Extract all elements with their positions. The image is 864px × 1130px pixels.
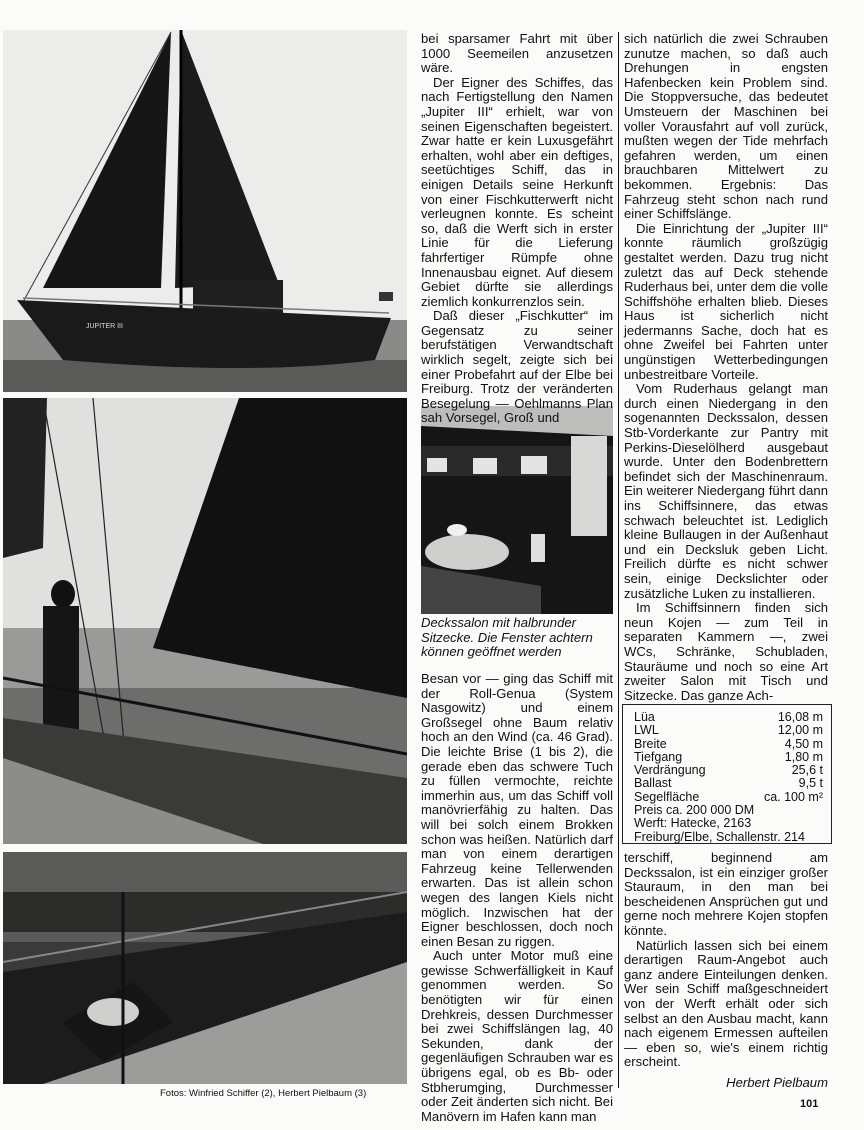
spec-value: 25,6 t: [791, 763, 823, 778]
paragraph: Besan vor — ging das Schiff mit der Roll-Genua (System Nasgowitz) und einem Großsegel ohne Baum relativ hoch an den Wind (ca. 46 Grad). Die leichte Brise (1 bis 2), die gerade eben das schwere Tuch zu füllen vermochte, reichte immerhin aus, um das Schiff voll manövrierfähig zu halten. Das will bei solch einem Brokken schon was heißen. Natürlich darf man von einem derartigen Fahrzeug keine Tellerwenden erwarten. Das ist allein schon wegen des langen Kiels nicht möglich. Inzwischen hat der Eigner beschlossen, doch noch einen Besan zu riggen.: [421, 671, 613, 949]
spec-price: Preis ca. 200 000 DM: [634, 803, 755, 818]
spec-label: Segelfläche: [634, 789, 700, 804]
sailboat-illustration: [3, 30, 407, 392]
spec-label: Breite: [634, 736, 667, 751]
paragraph: terschiff, beginnend am Deckssalon, ist ein einziger großer Stauraum, in den man bei bescheidenen Ansprüchen gut und gerne noch mehrere Kojen stopfen könnte.: [624, 850, 828, 938]
spec-value: 1,80 m: [784, 749, 823, 764]
salon-illustration: [421, 406, 613, 614]
spec-label: Verdrängung: [634, 763, 706, 778]
author-signature: Herbert Pielbaum: [726, 1075, 828, 1090]
spec-value: 12,00 m: [777, 723, 823, 738]
paragraph: Natürlich lassen sich bei einem derartigen Raum-Angebot auch ganz andere Einteilungen denken. Wer sein Schiff maßgeschneidert von der Werft erhält oder sich selbst an den Ausbau macht, kann nach eigenem Ermessen aufteilen — eben so, wie's einem richtig erscheint.: [624, 937, 828, 1070]
paragraph: Im Schiffsinnern finden sich neun Kojen — zum Teil in separaten Kammern —, zwei WCs, Schränke, Schubladen, Stauräume und noch so eine Art zweiter Salon mit Tisch und Sitzecke. Das ganze Ach-: [624, 600, 828, 703]
spec-label: Lüa: [634, 710, 655, 724]
spec-label: Tiefgang: [634, 749, 683, 764]
spec-value: 9,5 t: [798, 776, 823, 791]
spec-row: [634, 751, 823, 764]
spec-row: [634, 724, 823, 737]
paragraph: Auch unter Motor muß eine gewisse Schwerfälligkeit in Kauf genommen werden. So benötigten wir für einen Drehkreis, dessen Durchmesser bei zwei Schiffslängen lag, 40 Sekunden, dank der gegenläufigen Schrauben war es übrigens egal, ob es Bb- oder Stbherumging, Durchmesser oder Zeit änderten sich nicht. Bei Manövern im Hafen kann man: [421, 948, 613, 1124]
paragraph: Die Einrichtung der „Jupiter III“ konnte räumlich großzügig gestaltet werden. Dazu trug nicht zuletzt das auf Deck stehende Ruderhaus bei, unter dem die volle Schiffshöhe erhalten blieb. Dieses Haus ist sicherlich nicht jedermanns Sache, doch hat es ohne Zweifel bei Fahrten unter ungünstigen Wetterbedingungen unbestreitbare Vorteile.: [624, 220, 828, 382]
photo-deck-winch: [3, 852, 407, 1084]
spec-row: [634, 777, 823, 790]
spec-row: [634, 764, 823, 777]
paragraph: Der Eigner des Schiffes, das nach Fertigstellung den Namen „Jupiter III“ erhielt, war von seinen Eigenschaften begeistert. Zwar hatte er kein Luxusgefährt erhalten, wohl aber ein deftiges, seetüchtiges Schiff, das in einigen Details seine Herkunft von einer Fischkutterwerft nicht verleugnen konnte. Es scheint so, daß die Werft sich in erster Linie für die Lieferung fahrfertiger Rümpfe ohne Innenausbau eignet. Auf diesem Gebiet dürfte sie allerdings ziemlich konkurrenzlos sein.: [421, 74, 613, 309]
column-divider: [618, 32, 619, 1088]
text-column-3-top: [624, 32, 828, 703]
spec-value: ca. 100 m²: [763, 789, 823, 804]
boat-name-text: JUPITER III: [86, 323, 123, 330]
deck-winch-illustration: [3, 852, 407, 1084]
spec-row: [634, 711, 823, 724]
specs-box: [622, 704, 832, 844]
photo-credit: Fotos: Winfried Schiffer (2), Herbert Pielbaum (3): [160, 1088, 367, 1099]
spec-row: [634, 791, 823, 804]
paragraph: bei sparsamer Fahrt mit über 1000 Seemeilen anzusetzen wäre.: [421, 31, 613, 76]
spec-label: LWL: [634, 723, 659, 738]
paragraph: Vom Ruderhaus gelangt man durch einen Niedergang in den sogenannten Deckssalon, dessen Stb-Vorderkante zur Pantry mit Perkins-Dieselölherd ausgebaut wurde. Unter den Bodenbrettern befindet sich der Maschinenraum. Ein weiterer Niedergang führt dann ins Schiffsinnere, das etwas schwach beleuchtet ist. Lediglich kleine Bullaugen in der Außenhaut und ein Decksluk geben Licht. Freilich dürfte es nicht schwer sein, einige Deckslichter oder zusätzliche Luken zu installieren.: [624, 381, 828, 601]
deck-sail-illustration: [3, 398, 407, 844]
spec-value: 16,08 m: [777, 710, 823, 724]
spec-yard: Werft: Hatecke, 2163 Freiburg/Elbe, Schallenstr. 214: [634, 816, 805, 844]
photo-sailboat: [3, 30, 407, 392]
paragraph: Daß dieser „Fischkutter“ im Gegensatz zu seiner berufstätigen Verwandtschaft wirklich segelt, zeigte sich bei einer Probefahrt auf der Elbe bei Freiburg. Trotz der veränderten Besegelung — Oehlmanns Plan sah Vorsegel, Groß und: [421, 308, 613, 426]
paragraph: sich natürlich die zwei Schrauben zunutze machen, so daß auch Drehungen in engsten Hafenbecken kein Problem sind. Die Stoppversuche, das bedeutet Umsteuern der Maschinen bei voller Vorausfahrt auf voll zurück, mußten wegen der Tide mehrfach gefahren werden, um einen brauchbaren Mittelwert zu bekommen. Ergebnis: Das Fahrzeug steht schon nach rund einer Schiffslänge.: [624, 31, 828, 222]
spec-label: Ballast: [634, 776, 672, 791]
spec-row: [634, 738, 823, 751]
text-column-2-top: [421, 32, 613, 426]
text-column-3-bottom: [624, 851, 828, 1070]
page-number: 101: [800, 1098, 819, 1110]
spec-value: 4,50 m: [784, 736, 823, 751]
photo-deck-sail: [3, 398, 407, 844]
text-column-2-bottom: [421, 672, 613, 1124]
photo-caption: Deckssalon mit halbrunder Sitzecke. Die Fenster achtern können geöffnet werden: [421, 615, 593, 660]
photo-salon: [421, 406, 613, 614]
